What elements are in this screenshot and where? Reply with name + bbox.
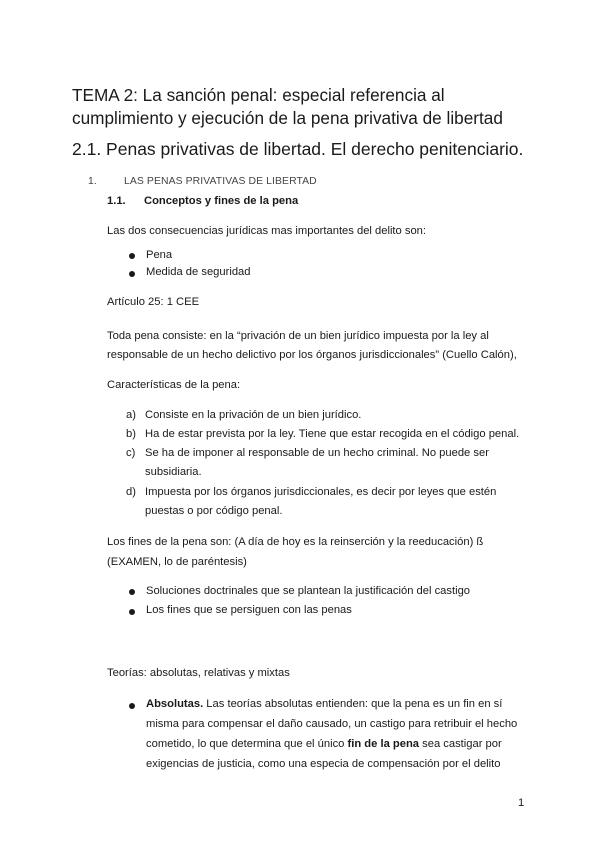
list-item: Medida de seguridad (146, 266, 251, 278)
list-item: Ha de estar prevista por la ley. Tiene que estar recogida en el código penal. (145, 428, 520, 440)
bullet-icon (129, 609, 135, 615)
list-marker: b) (126, 428, 136, 440)
section-1-number: 1. (88, 176, 97, 187)
absolutas-emphasis: fin de la pena (347, 738, 420, 750)
page-number: 1 (518, 797, 525, 809)
theories-title: Teorías: absolutas, relativas y mixtas (107, 667, 290, 679)
bullet-icon (129, 271, 135, 277)
bullet-icon (129, 589, 135, 595)
bullet-icon (129, 253, 135, 259)
list-marker: a) (126, 409, 136, 421)
absolutas-text: cometido, lo que determina que el único (146, 738, 348, 750)
fines-intro-line-2: (EXAMEN, lo de paréntesis) (107, 556, 247, 568)
characteristics-title: Características de la pena: (107, 379, 241, 391)
list-item: Se ha de imponer al responsable de un hecho criminal. No puede ser (145, 447, 489, 459)
fines-intro-line-1: Los fines de la pena son: (A día de hoy es la reinserción y la reeducación) ß (107, 536, 484, 548)
list-item: Soluciones doctrinales que se plantean la justificación del castigo (146, 585, 471, 597)
bullet-icon (129, 703, 135, 709)
article-reference: Artículo 25: 1 CEE (107, 296, 200, 308)
intro-paragraph: Las dos consecuencias jurídicas mas importantes del delito son: (107, 225, 427, 237)
absolutas-text: Las teorías absolutas entienden: que la pena es un fin en sí (203, 698, 503, 710)
definition-line-2: responsable de un hecho delictivo por los órganos jurisdiccionales” (Cuello Calón), (107, 349, 517, 361)
definition-line-1: Toda pena consiste: en la “privación de un bien jurídico impuesta por la ley al (107, 330, 489, 342)
absolutas-line-2: misma para compensar el daño causado, un castigo para retribuir el hecho (146, 718, 518, 730)
list-marker: c) (126, 447, 136, 459)
absolutas-line-3 (146, 738, 502, 751)
section-heading: 2.1. Penas privativas de libertad. El derecho penitenciario. (72, 139, 524, 159)
list-marker: d) (126, 486, 136, 498)
list-item-continuation: subsidiaria. (145, 466, 202, 478)
list-item: Pena (146, 249, 173, 261)
document-title: TEMA 2: La sanción penal: especial referencia al cumplimiento y ejecución de la pena privativa de libertad (72, 85, 503, 128)
section-1-title: LAS PENAS PRIVATIVAS DE LIBERTAD (124, 176, 317, 187)
section-1-1-number: 1.1. (107, 195, 126, 207)
absolutas-label: Absolutas. (146, 698, 204, 710)
absolutas-line-4: exigencias de justicia, como una especia de compensación por el delito (146, 758, 501, 770)
list-item: Consiste en la privación de un bien jurídico. (145, 409, 362, 421)
list-item: Impuesta por los órganos jurisdiccionales, es decir por leyes que estén (145, 486, 497, 498)
absolutas-line-1 (146, 698, 502, 711)
absolutas-text: sea castigar por (419, 738, 502, 750)
list-item: Los fines que se persiguen con las penas (146, 604, 352, 616)
list-item-continuation: puestas o por código penal. (145, 505, 283, 517)
section-1-1-title: Conceptos y fines de la pena (144, 195, 299, 207)
